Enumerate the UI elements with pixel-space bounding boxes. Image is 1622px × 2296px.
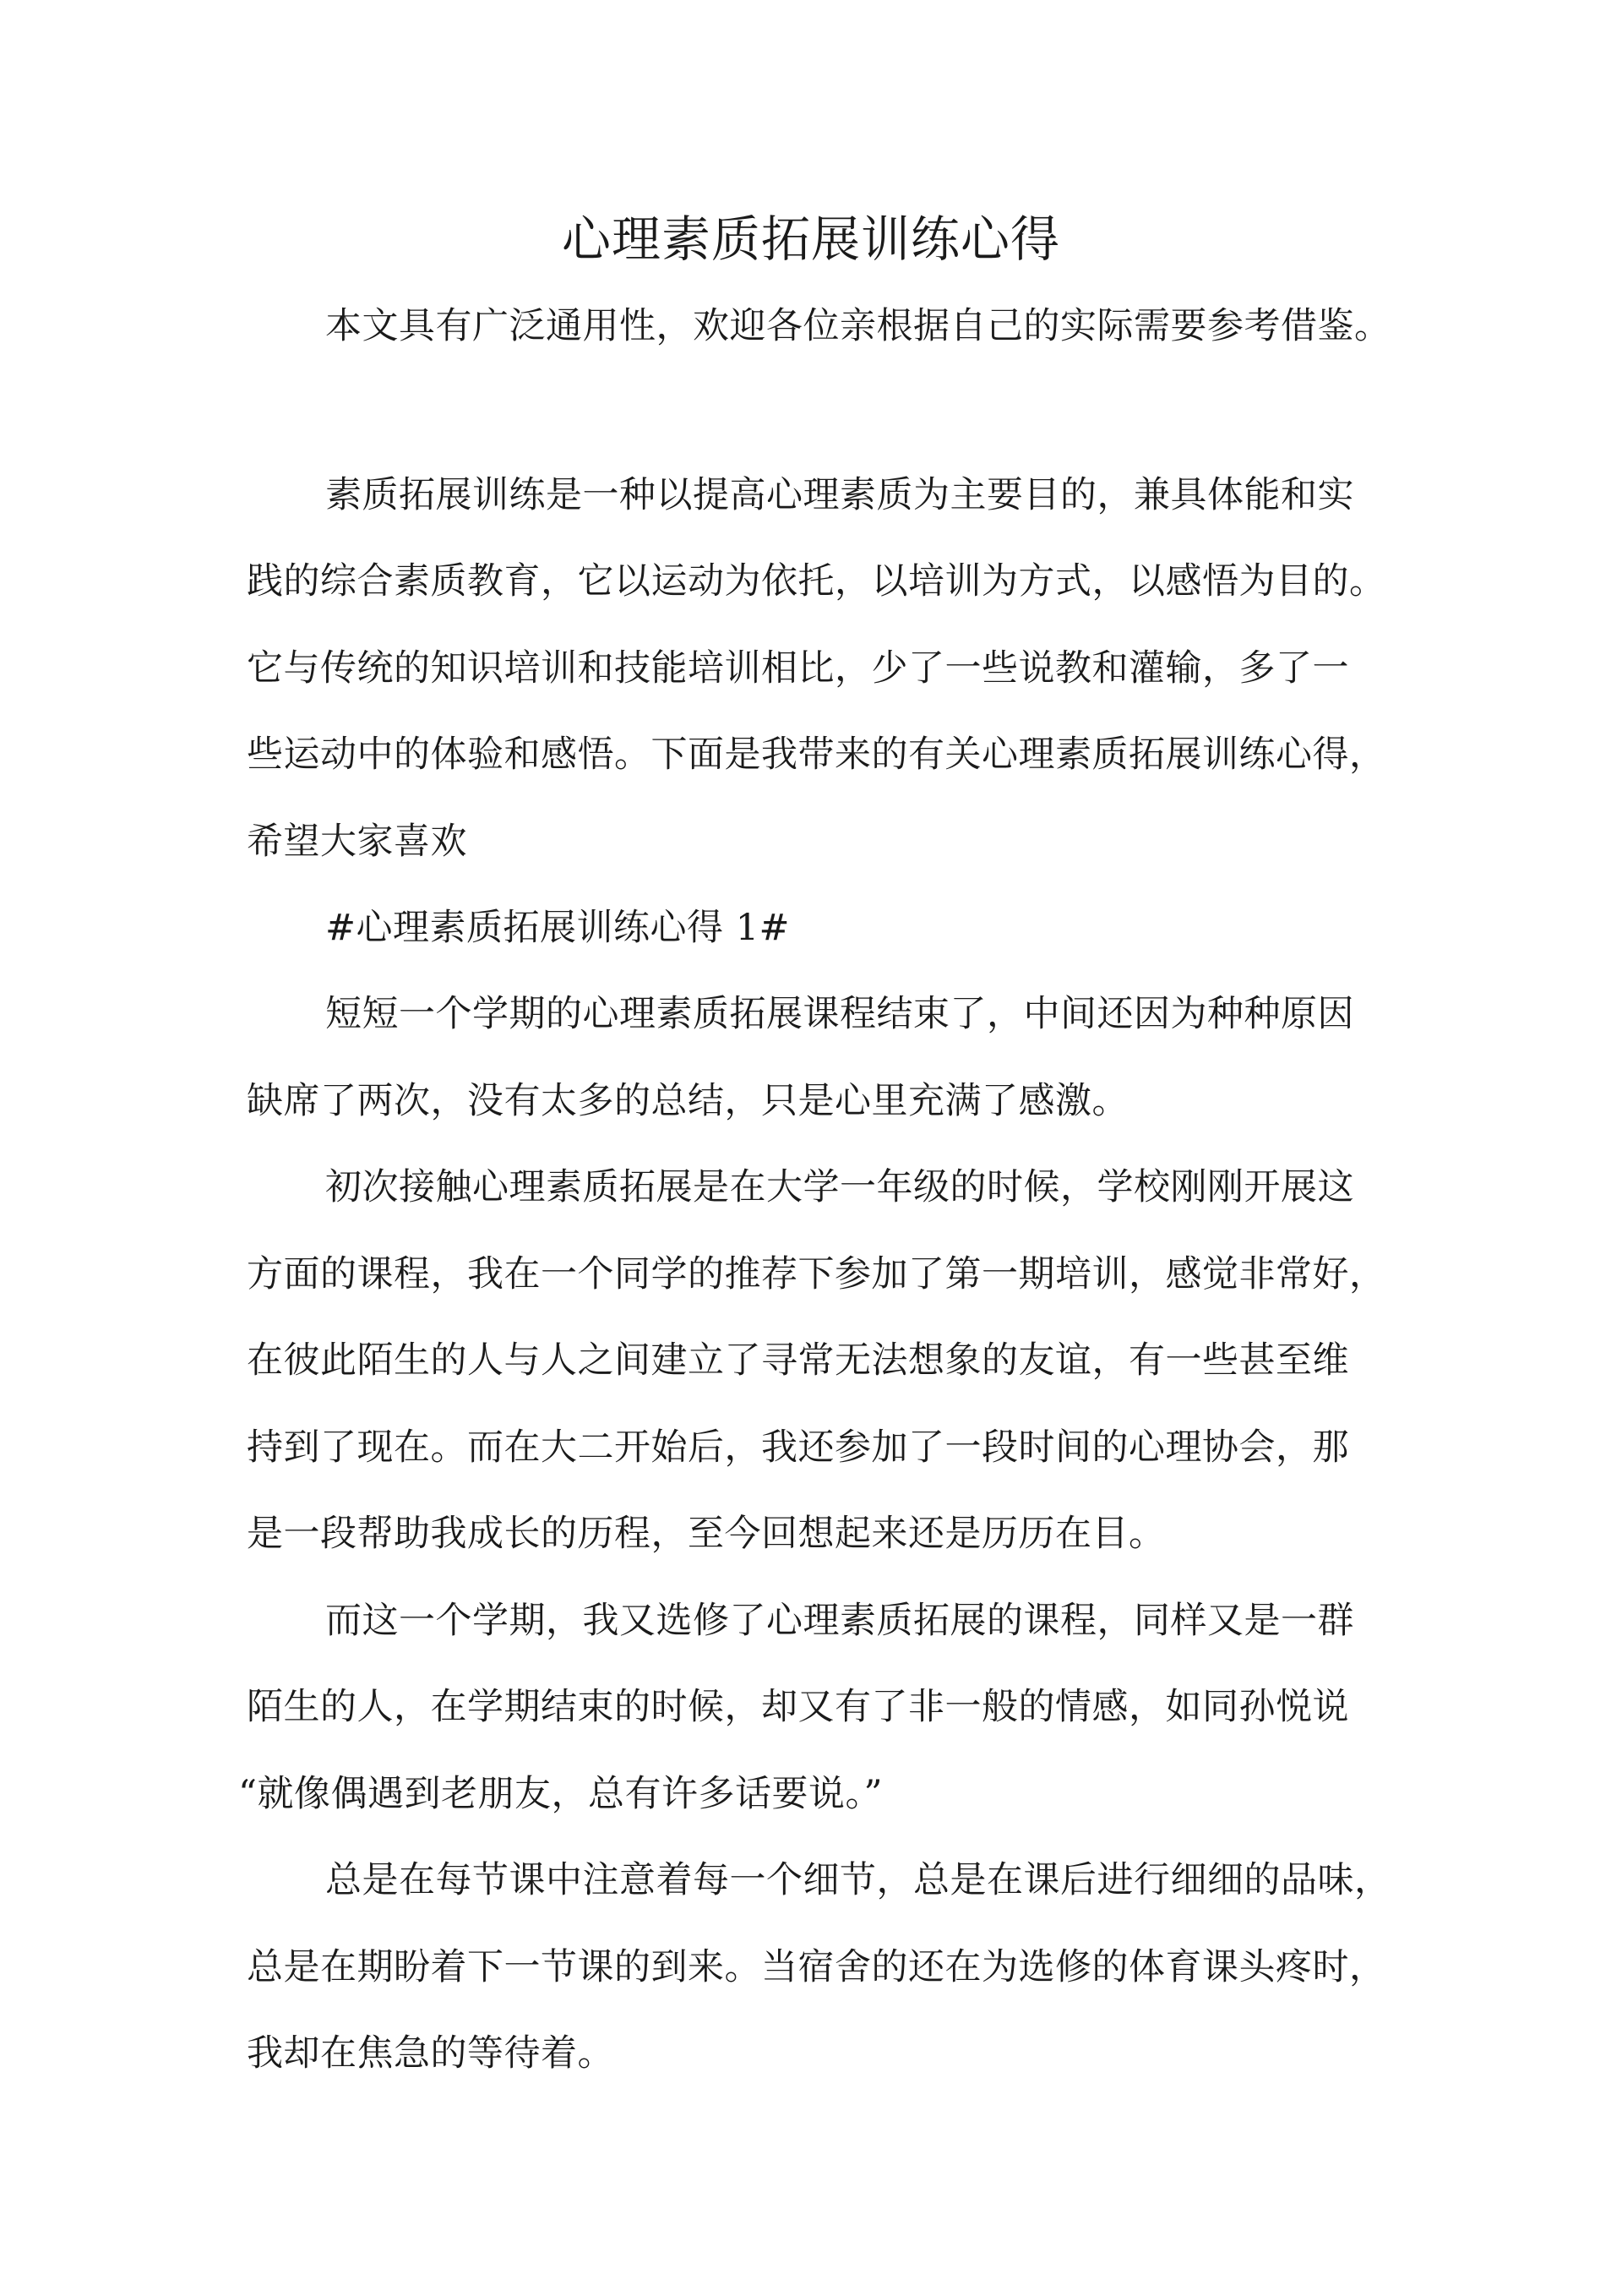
paragraph-line: 陌生的人，在学期结束的时候，却又有了非一般的情感，如同孙悦说 xyxy=(247,1686,1349,1728)
paragraph-line: 方面的课程，我在一个同学的推荐下参加了第一期培训，感觉非常好， xyxy=(247,1253,1386,1295)
paragraph-line: 短短一个学期的心理素质拓展课程结束了，中间还因为种种原因 xyxy=(325,993,1354,1035)
intro-line: 它与传统的知识培训和技能培训相比，少了一些说教和灌输，多了一 xyxy=(247,647,1349,690)
paragraph-line: 初次接触心理素质拓展是在大学一年级的时候，学校刚刚开展这 xyxy=(325,1166,1354,1208)
section-heading: #心理素质拓展训练心得 1# xyxy=(325,907,791,949)
paragraph-line: 在彼此陌生的人与人之间建立了寻常无法想象的友谊，有一些甚至维 xyxy=(247,1339,1349,1382)
document-title: 心理素质拓展训练心得 xyxy=(561,210,1060,268)
intro-line: 希望大家喜欢 xyxy=(247,821,467,863)
paragraph-line: 我却在焦急的等待着。 xyxy=(247,2032,614,2075)
intro-line: 些运动中的体验和感悟。下面是我带来的有关心理素质拓展训练心得， xyxy=(247,734,1386,776)
disclaimer-text: 本文具有广泛通用性，欢迎各位亲根据自己的实际需要参考借鉴。 xyxy=(325,305,1391,347)
paragraph-line: 持到了现在。而在大二开始后，我还参加了一段时间的心理协会，那 xyxy=(247,1426,1349,1469)
paragraph-line: 而这一个学期，我又选修了心理素质拓展的课程，同样又是一群 xyxy=(325,1600,1354,1642)
paragraph-line: 总是在期盼着下一节课的到来。当宿舍的还在为选修的体育课头疼时， xyxy=(247,1946,1386,1988)
intro-line: 践的综合素质教育，它以运动为依托，以培训为方式，以感悟为目的。 xyxy=(247,560,1386,603)
intro-line: 素质拓展训练是一种以提高心理素质为主要目的，兼具体能和实 xyxy=(325,474,1354,516)
paragraph-line: “就像偶遇到老朋友，总有许多话要说。” xyxy=(238,1773,883,1815)
paragraph-line: 缺席了两次，没有太多的总结，只是心里充满了感激。 xyxy=(247,1080,1129,1122)
paragraph-line: 是一段帮助我成长的历程，至今回想起来还是历历在目。 xyxy=(247,1513,1166,1555)
paragraph-line: 总是在每节课中注意着每一个细节，总是在课后进行细细的品味， xyxy=(325,1859,1391,1901)
